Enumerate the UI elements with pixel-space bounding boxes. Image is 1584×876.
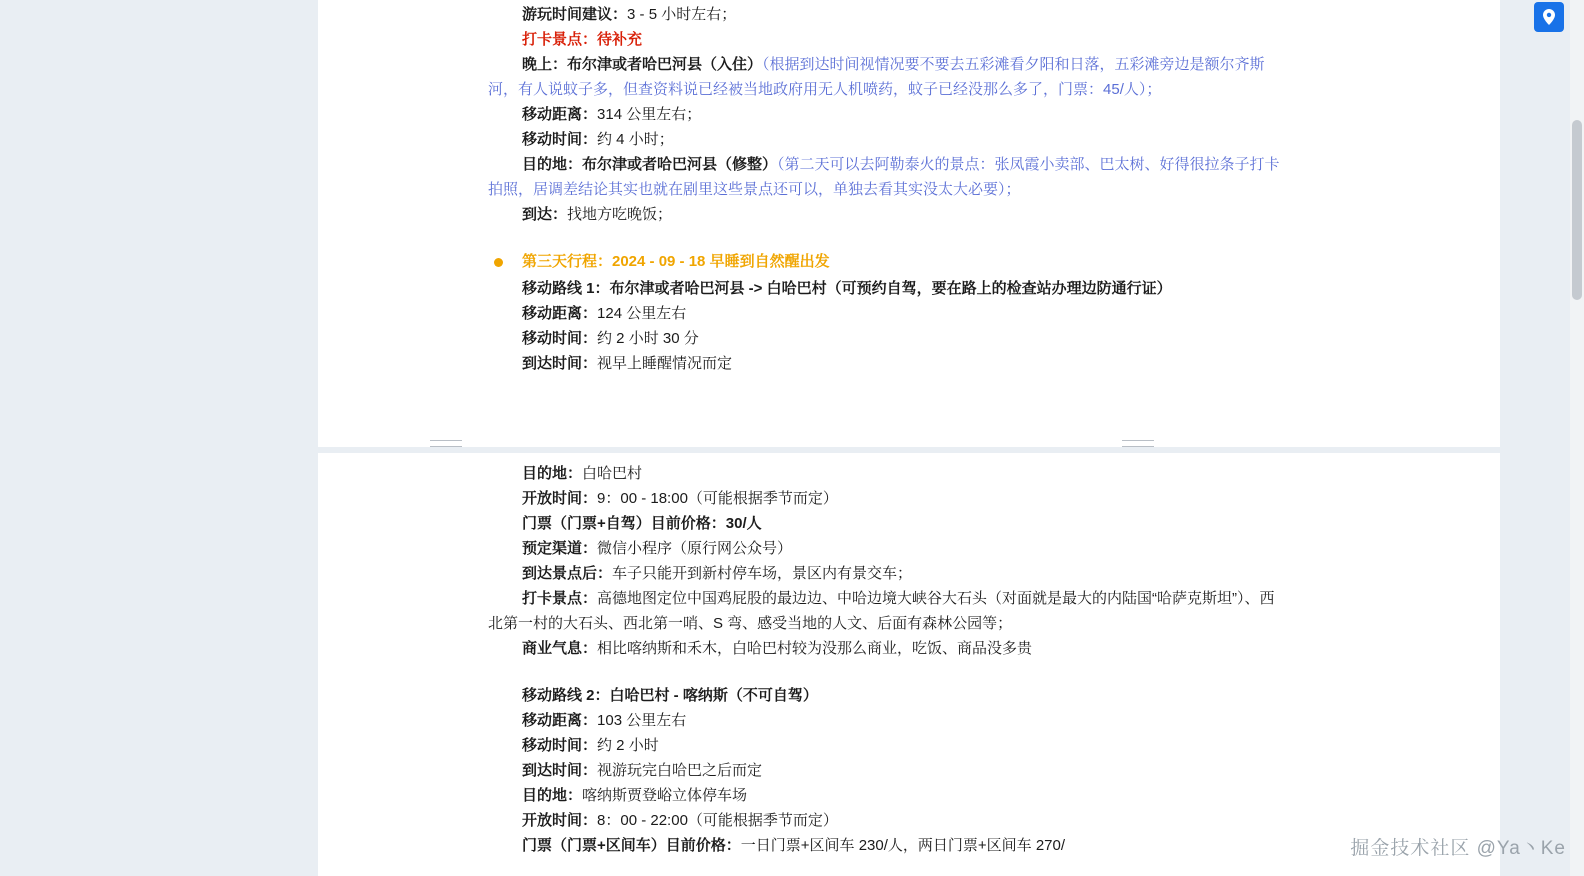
line-note: （第二天可以去阿勒泰火的景点：张凤霞小卖部、巴太树、好得很拉条子打卡拍照，居调差结论其实也就在剧里这些景点还可以，单独去看其实没太大必要）；	[488, 156, 1280, 198]
line-label: 移动时间：	[522, 131, 598, 148]
line-route-1	[488, 276, 1288, 301]
line-route-2-open-hours	[488, 808, 1288, 833]
line-ticket-price	[488, 511, 1288, 536]
line-label: 到达：	[522, 206, 568, 223]
line-text: 约 2 小时	[597, 737, 659, 754]
line-text: 约 2 小时 30 分	[597, 330, 699, 347]
map-pin-icon	[1541, 8, 1557, 26]
line-route-2-distance	[488, 708, 1288, 733]
document-page-2	[318, 453, 1500, 876]
line-route-1-distance	[488, 301, 1288, 326]
line-text: 待补充	[597, 31, 643, 48]
line-text: 3 - 5 小时左右；	[627, 6, 737, 23]
line-route-2-duration	[488, 733, 1288, 758]
line-text: 车子只能开到新村停车场，景区内有景交车；	[612, 565, 913, 582]
line-arrival	[488, 202, 1288, 227]
bullet-dot-icon	[494, 258, 503, 267]
line-text: 30/人	[725, 515, 762, 532]
line-label: 到达景点后：	[522, 565, 613, 582]
day3-heading-row	[488, 249, 1288, 274]
line-text: 找地方吃晚饭；	[567, 206, 673, 223]
line-label: 移动时间：	[522, 737, 598, 754]
line-text: 8：00 - 22:00（可能根据季节而定）	[597, 812, 838, 829]
line-label: 移动距离：	[522, 305, 598, 322]
line-text: 视早上睡醒情况而定	[597, 355, 733, 372]
line-text: 124 公里左右	[597, 305, 687, 322]
line-text: 9：00 - 18:00（可能根据季节而定）	[597, 490, 838, 507]
line-text: 相比喀纳斯和禾木，白哈巴村较为没那么商业，吃饭、商品没多贵	[597, 640, 1033, 657]
line-label: 移动路线 1：	[522, 280, 610, 297]
map-pin-badge[interactable]	[1534, 2, 1564, 32]
line-label: 目的地：	[522, 787, 583, 804]
document-page-1	[318, 0, 1500, 447]
page-1-content	[488, 2, 1288, 376]
line-open-hours	[488, 486, 1288, 511]
day3-heading: 第三天行程：2024 - 09 - 18 早睡到自然醒出发	[522, 253, 830, 270]
line-distance	[488, 102, 1288, 127]
line-label: 打卡景点：	[522, 31, 598, 48]
line-label: 门票（门票+区间车）目前价格：	[522, 837, 741, 854]
line-checkin-spots-2	[488, 586, 1288, 636]
watermark: 掘金技术社区 @Ya丶Ke	[1350, 838, 1566, 859]
line-booking-channel	[488, 536, 1288, 561]
line-label: 开放时间：	[522, 490, 598, 507]
line-text: 103 公里左右	[597, 712, 687, 729]
line-route-1-arrival-time	[488, 351, 1288, 376]
line-text: 布尔津或者哈巴河县（修整）	[582, 156, 778, 173]
line-label: 目的地：	[522, 156, 583, 173]
line-label: 到达时间：	[522, 355, 598, 372]
line-label: 预定渠道：	[522, 540, 598, 557]
line-duration	[488, 127, 1288, 152]
line-label: 开放时间：	[522, 812, 598, 829]
line-label: 商业气息：	[522, 640, 598, 657]
line-after-arrival	[488, 561, 1288, 586]
vertical-scrollbar[interactable]	[1570, 0, 1584, 876]
line-text: 布尔津或者哈巴河县 -> 白哈巴村（可预约自驾，要在路上的检查站办理边防通行证）	[609, 280, 1172, 297]
line-label: 游玩时间建议：	[522, 6, 628, 23]
line-text: 314 公里左右；	[597, 106, 702, 123]
line-text: 布尔津或者哈巴河县（入住）	[567, 56, 763, 73]
section-spacer	[488, 661, 1288, 683]
line-text: 一日门票+区间车 230/人，两日门票+区间车 270/	[740, 837, 1066, 854]
left-gutter	[0, 0, 318, 876]
line-destination-baihaba	[488, 461, 1288, 486]
line-text: 视游玩完白哈巴之后而定	[597, 762, 763, 779]
line-text: 喀纳斯贾登峪立体停车场	[582, 787, 748, 804]
line-text: 微信小程序（原行网公众号）	[597, 540, 793, 557]
line-note: （根据到达时间视情况要不要去五彩滩看夕阳和日落，五彩滩旁边是额尔齐斯河，有人说蚊子多，但查资料说已经被当地政府用无人机喷药，蚊子已经没那么多了，门票：45/人）；	[488, 56, 1265, 98]
line-text: 约 4 小时；	[597, 131, 674, 148]
line-play-time	[488, 2, 1288, 27]
line-label: 到达时间：	[522, 762, 598, 779]
line-destination	[488, 152, 1288, 202]
line-commercial	[488, 636, 1288, 661]
page-2-content	[488, 461, 1288, 858]
line-label: 目的地：	[522, 465, 583, 482]
line-route-2-ticket-price	[488, 833, 1288, 858]
line-label: 移动距离：	[522, 712, 598, 729]
line-label: 移动路线 2：	[522, 687, 610, 704]
line-route-2-destination	[488, 783, 1288, 808]
line-label: 打卡景点：	[522, 590, 598, 607]
line-label: 门票（门票+自驾）目前价格：	[522, 515, 726, 532]
line-label: 晚上：	[522, 56, 568, 73]
line-route-2-arrival-time	[488, 758, 1288, 783]
line-label: 移动距离：	[522, 106, 598, 123]
line-label: 移动时间：	[522, 330, 598, 347]
line-checkin-spots	[488, 27, 1288, 52]
line-route-1-duration	[488, 326, 1288, 351]
line-text: 白哈巴村 - 喀纳斯（不可自驾）	[609, 687, 818, 704]
line-evening	[488, 52, 1288, 102]
scrollbar-thumb[interactable]	[1572, 120, 1582, 300]
line-text: 高德地图定位中国鸡屁股的最边边、中哈边境大峡谷大石头（对面就是最大的内陆国“哈萨克斯坦”）、西北第一村的大石头、西北第一哨、S 弯、感受当地的人文、后面有森林公园等；	[488, 590, 1275, 632]
line-text: 白哈巴村	[582, 465, 643, 482]
line-route-2	[488, 683, 1288, 708]
